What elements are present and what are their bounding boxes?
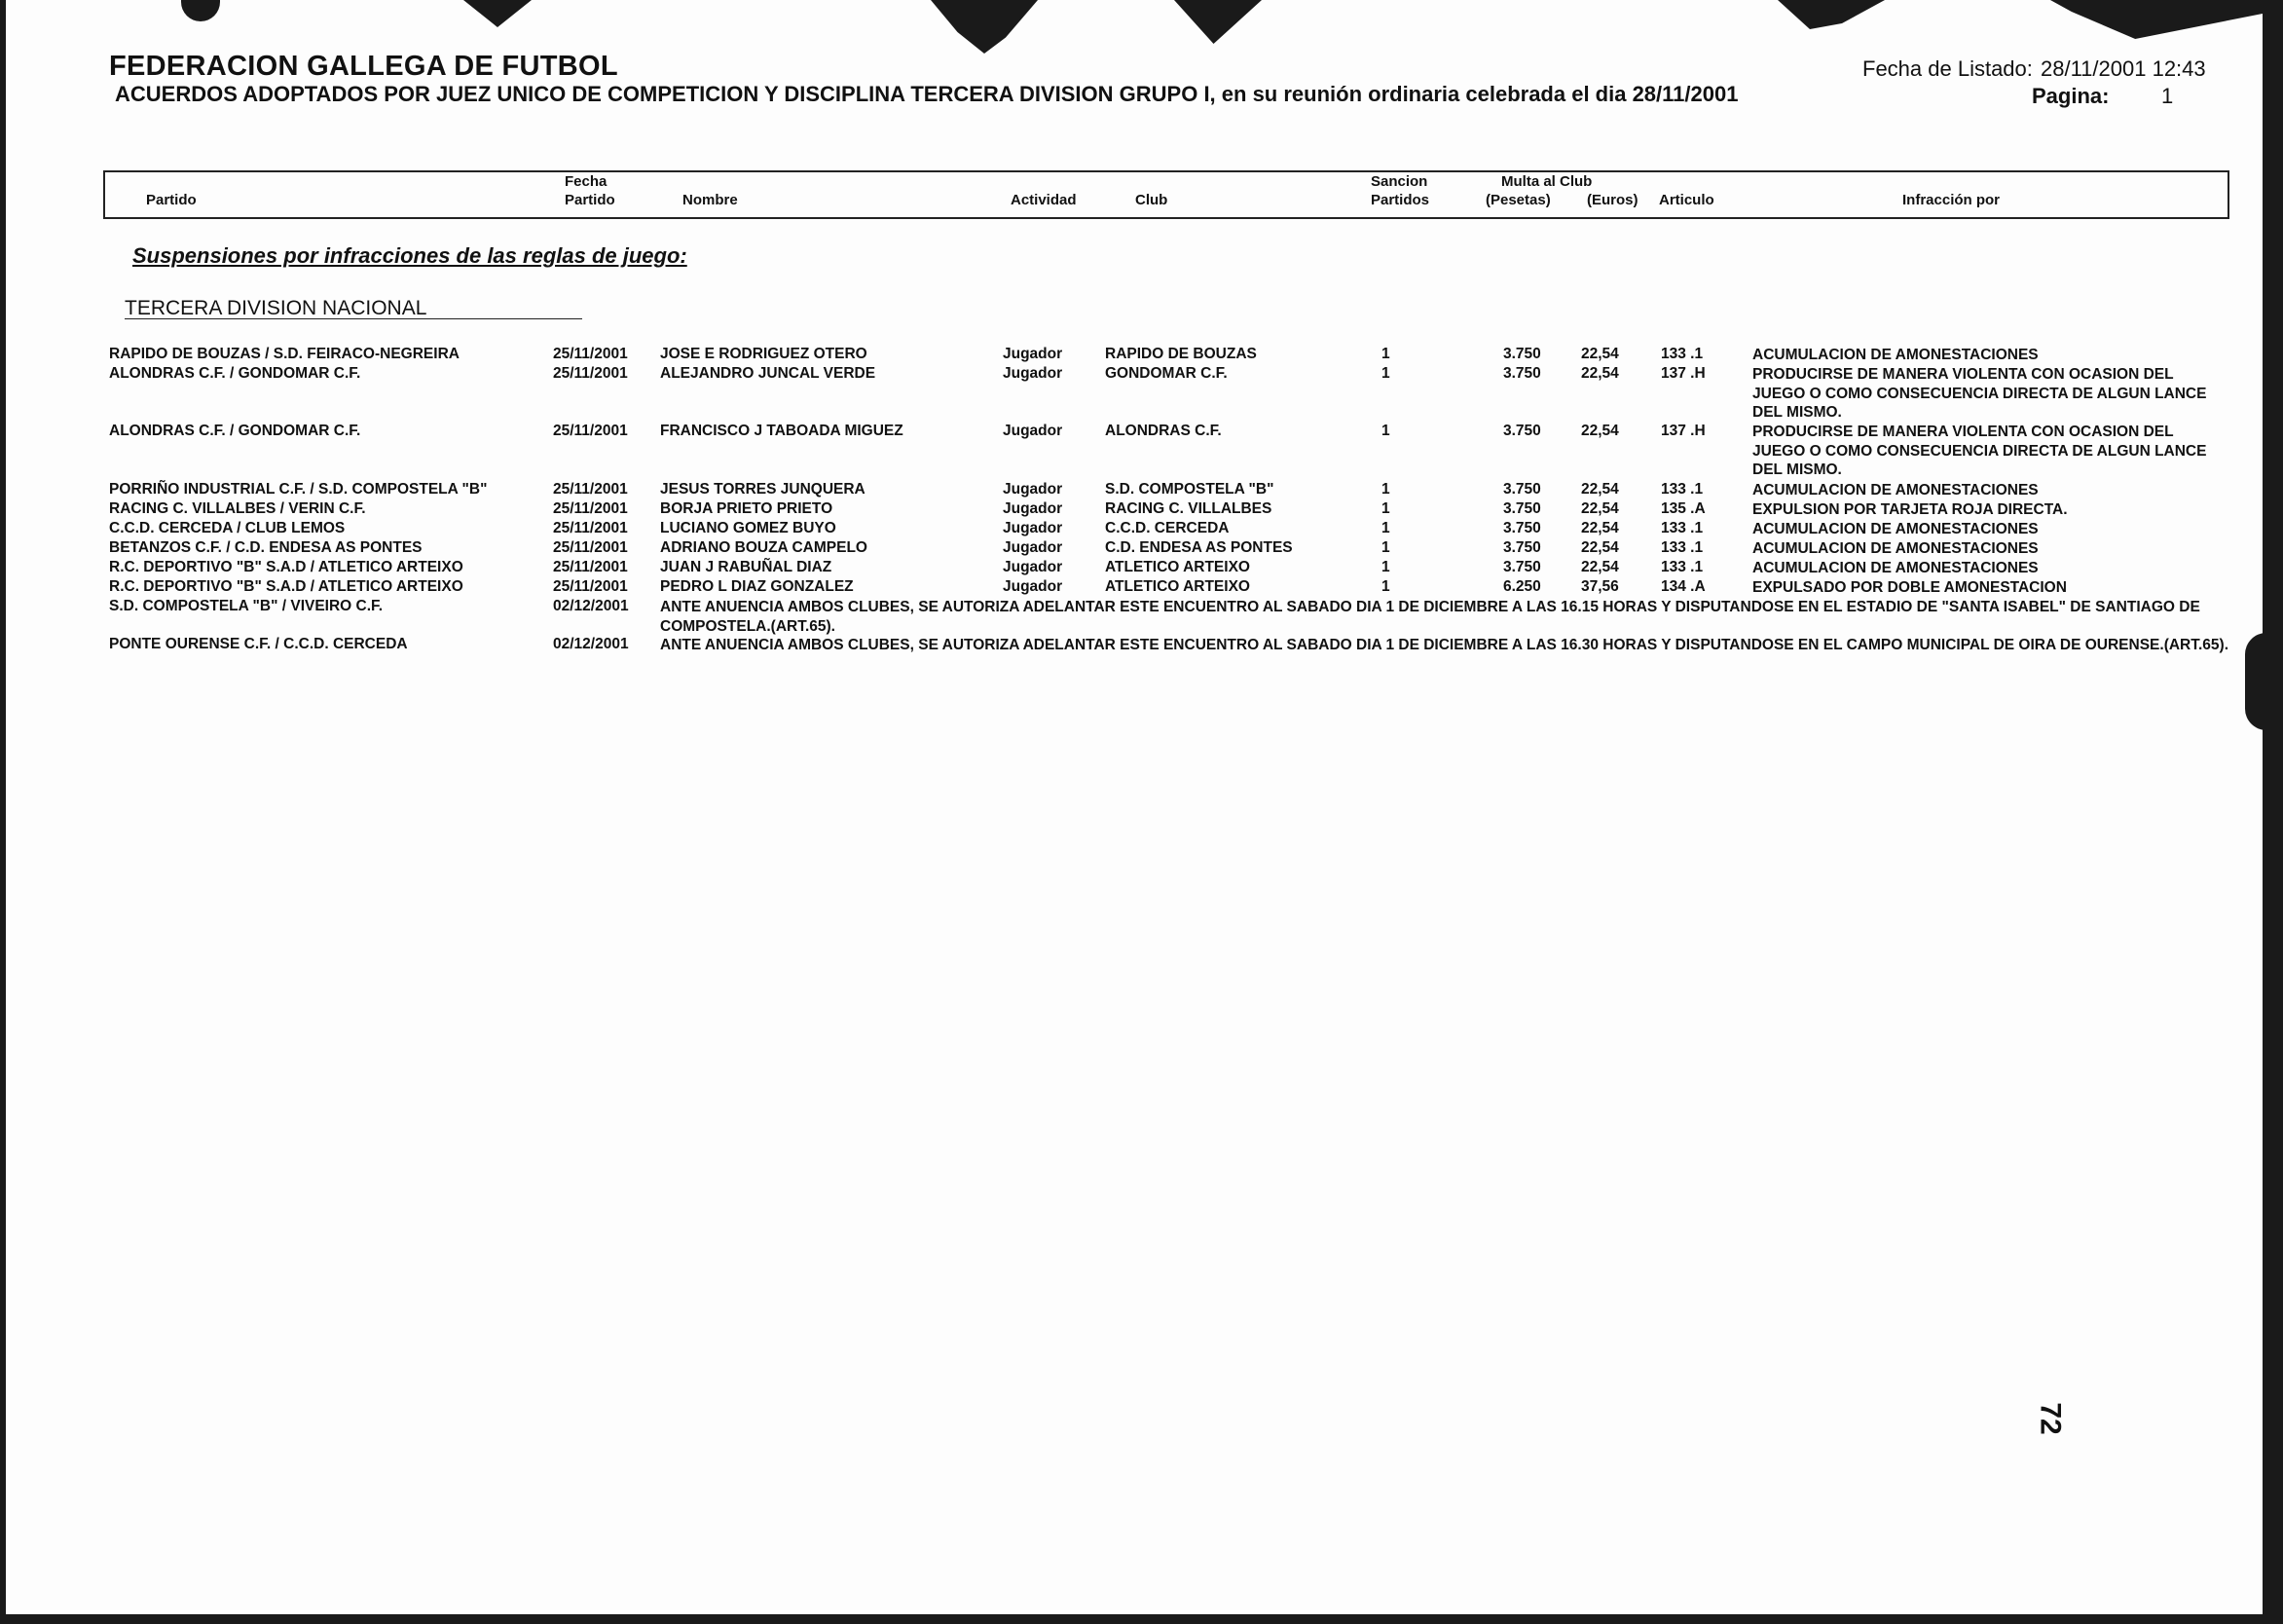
- cell-actividad: Jugador: [1003, 559, 1063, 575]
- cell-partido: ALONDRAS C.F. / GONDOMAR C.F.: [109, 423, 361, 439]
- cell-actividad: Jugador: [1003, 578, 1063, 595]
- cell-partido: ALONDRAS C.F. / GONDOMAR C.F.: [109, 365, 361, 382]
- column-header-infraccion: Infracción por: [1902, 192, 2001, 208]
- cell-infraccion: ACUMULACION DE AMONESTACIONES: [1752, 482, 2039, 498]
- cell-actividad: Jugador: [1003, 423, 1063, 439]
- cell-actividad: Jugador: [1003, 539, 1063, 556]
- cell-infraccion: ACUMULACION DE AMONESTACIONES: [1752, 540, 2039, 557]
- binder-hole: [2245, 633, 2283, 730]
- cell-club: C.D. ENDESA AS PONTES: [1105, 539, 1293, 556]
- cell-infraccion: ACUMULACION DE AMONESTACIONES: [1752, 347, 2039, 363]
- cell-nombre: FRANCISCO J TABOADA MIGUEZ: [660, 423, 903, 439]
- page-value: 1: [2161, 84, 2174, 108]
- cell-euros: 22,54: [1581, 520, 1619, 536]
- column-header-euros: (Euros): [1587, 192, 1639, 208]
- column-header-club: Club: [1135, 192, 1168, 208]
- cell-club: C.C.D. CERCEDA: [1105, 520, 1230, 536]
- cell-pesetas: 3.750: [1503, 539, 1541, 556]
- cell-nombre: BORJA PRIETO PRIETO: [660, 500, 833, 517]
- cell-sancion: 1: [1381, 520, 1390, 536]
- column-header-pesetas: (Pesetas): [1486, 192, 1551, 208]
- cell-actividad: Jugador: [1003, 365, 1063, 382]
- torn-edge: [931, 0, 1038, 54]
- cell-sancion: 1: [1381, 559, 1390, 575]
- cell-nombre: LUCIANO GOMEZ BUYO: [660, 520, 836, 536]
- cell-articulo: 133 .1: [1661, 539, 1704, 556]
- cell-articulo: 133 .1: [1661, 481, 1704, 498]
- cell-nombre: JOSE E RODRIGUEZ OTERO: [660, 346, 867, 362]
- cell-sancion: 1: [1381, 500, 1390, 517]
- cell-partido: RACING C. VILLALBES / VERIN C.F.: [109, 500, 366, 517]
- cell-infraccion: ACUMULACION DE AMONESTACIONES: [1752, 521, 2039, 537]
- cell-infraccion: EXPULSION POR TARJETA ROJA DIRECTA.: [1752, 501, 2068, 518]
- cell-club: RACING C. VILLALBES: [1105, 500, 1272, 517]
- cell-fecha: 25/11/2001: [553, 520, 628, 536]
- cell-partido: PONTE OURENSE C.F. / C.C.D. CERCEDA: [109, 636, 408, 652]
- organization-name: FEDERACION GALLEGA DE FUTBOL: [109, 51, 618, 82]
- cell-club: ATLETICO ARTEIXO: [1105, 559, 1250, 575]
- cell-fecha: 25/11/2001: [553, 365, 628, 382]
- cell-partido: BETANZOS C.F. / C.D. ENDESA AS PONTES: [109, 539, 423, 556]
- cell-infraccion: EXPULSADO POR DOBLE AMONESTACION: [1752, 579, 2067, 596]
- cell-actividad: Jugador: [1003, 481, 1063, 498]
- document-subtitle: ACUERDOS ADOPTADOS POR JUEZ UNICO DE COMPETICION Y DISCIPLINA TERCERA DIVISION GRUPO I, en su reunión ordinaria celebrada el dia 28/11/2001: [115, 82, 1739, 106]
- cell-pesetas: 3.750: [1503, 423, 1541, 439]
- handwritten-page-number: 72: [2034, 1402, 2067, 1435]
- column-header-nombre: Nombre: [682, 192, 738, 208]
- cell-partido: S.D. COMPOSTELA "B" / VIVEIRO C.F.: [109, 598, 384, 614]
- cell-euros: 22,54: [1581, 346, 1619, 362]
- cell-club: ALONDRAS C.F.: [1105, 423, 1222, 439]
- section-title: Suspensiones por infracciones de las reglas de juego:: [132, 243, 687, 268]
- document-sheet: [6, 0, 2263, 1614]
- cell-articulo: 133 .1: [1661, 520, 1704, 536]
- cell-articulo: 135 .A: [1661, 500, 1706, 517]
- column-header-sancion-top: Sancion: [1371, 173, 1428, 190]
- cell-nombre: JUAN J RABUÑAL DIAZ: [660, 559, 832, 575]
- cell-euros: 22,54: [1581, 539, 1619, 556]
- column-header-partido: Partido: [146, 192, 197, 208]
- torn-edge: [181, 0, 220, 21]
- cell-euros: 22,54: [1581, 559, 1619, 575]
- cell-partido: R.C. DEPORTIVO "B" S.A.D / ATLETICO ARTEIXO: [109, 559, 463, 575]
- page-label: Pagina:: [2032, 84, 2110, 108]
- cell-fecha: 25/11/2001: [553, 423, 628, 439]
- cell-fecha: 25/11/2001: [553, 559, 628, 575]
- cell-partido: RAPIDO DE BOUZAS / S.D. FEIRACO-NEGREIRA: [109, 346, 460, 362]
- torn-edge: [1778, 0, 1885, 29]
- cell-pesetas: 6.250: [1503, 578, 1541, 595]
- cell-fecha: 25/11/2001: [553, 481, 628, 498]
- cell-sancion: 1: [1381, 346, 1390, 362]
- column-header-articulo: Articulo: [1659, 192, 1714, 208]
- cell-partido: R.C. DEPORTIVO "B" S.A.D / ATLETICO ARTEIXO: [109, 578, 463, 595]
- torn-edge: [2050, 0, 2263, 39]
- listing-date-value: 28/11/2001 12:43: [2041, 56, 2206, 81]
- column-header-sancion-bottom: Partidos: [1371, 192, 1430, 208]
- cell-articulo: 134 .A: [1661, 578, 1706, 595]
- cell-infraccion: ACUMULACION DE AMONESTACIONES: [1752, 560, 2039, 576]
- cell-pesetas: 3.750: [1503, 520, 1541, 536]
- column-header-multa: Multa al Club: [1501, 173, 1593, 190]
- cell-pesetas: 3.750: [1503, 346, 1541, 362]
- division-title: TERCERA DIVISION NACIONAL: [125, 297, 427, 319]
- cell-sancion: 1: [1381, 481, 1390, 498]
- cell-pesetas: 3.750: [1503, 500, 1541, 517]
- cell-fecha: 02/12/2001: [553, 598, 629, 614]
- cell-sancion: 1: [1381, 539, 1390, 556]
- cell-sancion: 1: [1381, 365, 1390, 382]
- cell-sancion: 1: [1381, 578, 1390, 595]
- cell-euros: 22,54: [1581, 423, 1619, 439]
- cell-fecha: 25/11/2001: [553, 346, 628, 362]
- cell-infraccion: PRODUCIRSE DE MANERA VIOLENTA CON OCASION DEL JUEGO O COMO CONSECUENCIA DIRECTA DE ALGUN LANCE DEL MISMO.: [1752, 424, 2207, 478]
- division-underline: [125, 318, 582, 319]
- cell-euros: 22,54: [1581, 500, 1619, 517]
- cell-club: RAPIDO DE BOUZAS: [1105, 346, 1257, 362]
- cell-nombre: ADRIANO BOUZA CAMPELO: [660, 539, 867, 556]
- cell-fecha: 25/11/2001: [553, 500, 628, 517]
- cell-note-text: ANTE ANUENCIA AMBOS CLUBES, SE AUTORIZA ADELANTAR ESTE ENCUENTRO AL SABADO DIA 1 DE DICIEMBRE A LAS 16.15 HORAS Y DISPUTANDOSE EN EL ESTADIO DE "SANTA ISABEL" DE SANTIAGO DE COMPOSTELA.(ART.65).: [660, 599, 2200, 635]
- cell-articulo: 133 .1: [1661, 559, 1704, 575]
- cell-articulo: 137 .H: [1661, 365, 1706, 382]
- cell-fecha: 25/11/2001: [553, 539, 628, 556]
- cell-infraccion: PRODUCIRSE DE MANERA VIOLENTA CON OCASION DEL JUEGO O COMO CONSECUENCIA DIRECTA DE ALGUN LANCE DEL MISMO.: [1752, 366, 2207, 421]
- cell-actividad: Jugador: [1003, 500, 1063, 517]
- listing-date-label: Fecha de Listado:: [1862, 56, 2033, 81]
- cell-partido: PORRIÑO INDUSTRIAL C.F. / S.D. COMPOSTELA "B": [109, 481, 488, 498]
- cell-club: ATLETICO ARTEIXO: [1105, 578, 1250, 595]
- cell-fecha: 02/12/2001: [553, 636, 629, 652]
- cell-club: GONDOMAR C.F.: [1105, 365, 1228, 382]
- column-header-fecha-top: Fecha: [565, 173, 608, 190]
- cell-actividad: Jugador: [1003, 346, 1063, 362]
- cell-nombre: ALEJANDRO JUNCAL VERDE: [660, 365, 876, 382]
- cell-euros: 22,54: [1581, 481, 1619, 498]
- column-header-actividad: Actividad: [1011, 192, 1077, 208]
- cell-fecha: 25/11/2001: [553, 578, 628, 595]
- cell-club: S.D. COMPOSTELA "B": [1105, 481, 1274, 498]
- cell-euros: 37,56: [1581, 578, 1619, 595]
- cell-actividad: Jugador: [1003, 520, 1063, 536]
- cell-pesetas: 3.750: [1503, 481, 1541, 498]
- cell-euros: 22,54: [1581, 365, 1619, 382]
- cell-articulo: 133 .1: [1661, 346, 1704, 362]
- cell-pesetas: 3.750: [1503, 559, 1541, 575]
- cell-partido: C.C.D. CERCEDA / CLUB LEMOS: [109, 520, 346, 536]
- torn-edge: [463, 0, 532, 27]
- column-header-box: [103, 170, 2229, 219]
- cell-nombre: JESUS TORRES JUNQUERA: [660, 481, 865, 498]
- cell-nombre: PEDRO L DIAZ GONZALEZ: [660, 578, 854, 595]
- cell-note-text: ANTE ANUENCIA AMBOS CLUBES, SE AUTORIZA ADELANTAR ESTE ENCUENTRO AL SABADO DIA 1 DE DICIEMBRE A LAS 16.30 HORAS Y DISPUTANDOSE EN EL CAMPO MUNICIPAL DE OIRA DE OURENSE.(ART.65).: [660, 637, 2229, 653]
- column-header-fecha-bottom: Partido: [565, 192, 615, 208]
- torn-edge: [1174, 0, 1262, 44]
- cell-sancion: 1: [1381, 423, 1390, 439]
- cell-pesetas: 3.750: [1503, 365, 1541, 382]
- cell-articulo: 137 .H: [1661, 423, 1706, 439]
